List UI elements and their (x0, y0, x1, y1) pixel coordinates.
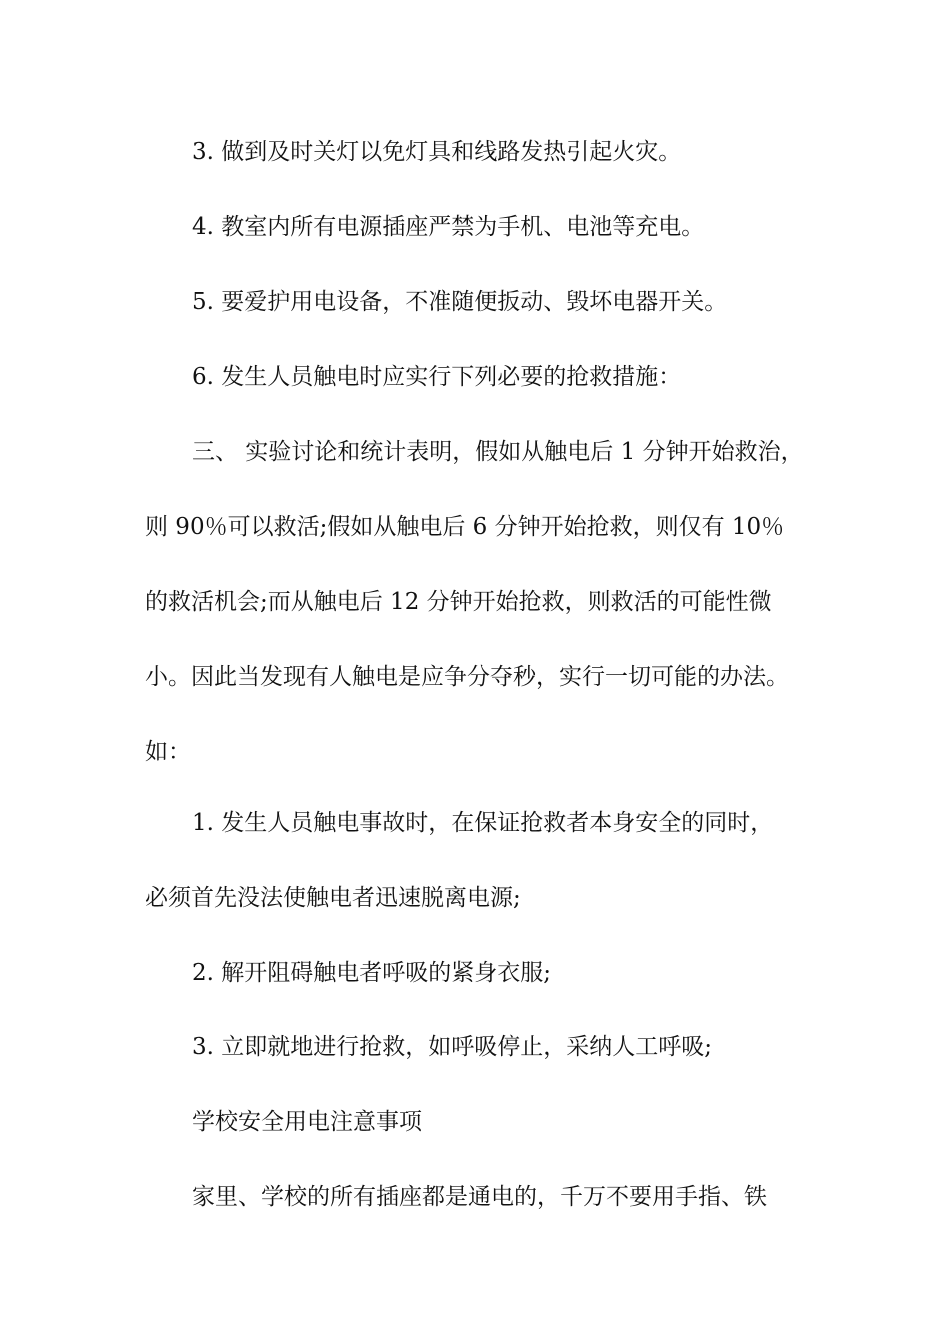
paragraph-line: 4. 教室内所有电源插座严禁为手机、电池等充电。 (192, 214, 705, 240)
paragraph-line: 必须首先没法使触电者迅速脱离电源; (145, 885, 521, 911)
paragraph-line: 家里、学校的所有插座都是通电的，千万不要用手指、铁 (192, 1184, 767, 1210)
paragraph-line: 1. 发生人员触电事故时，在保证抢救者本身安全的同时， (192, 810, 774, 836)
section-heading: 学校安全用电注意事项 (192, 1109, 422, 1135)
paragraph-line: 如： (145, 739, 191, 765)
paragraph-line: 小。因此当发现有人触电是应争分夺秒，实行一切可能的办法。 (145, 664, 789, 690)
paragraph-line: 3. 做到及时关灯以免灯具和线路发热引起火灾。 (192, 139, 682, 165)
paragraph-line: 5. 要爱护用电设备，不准随便扳动、毁坏电器开关。 (192, 289, 728, 315)
paragraph-line: 6. 发生人员触电时应实行下列必要的抢救措施： (192, 364, 682, 390)
paragraph-line: 三、 实验讨论和统计表明，假如从触电后 1 分钟开始救治， (192, 439, 804, 465)
paragraph-line: 3. 立即就地进行抢救，如呼吸停止，采纳人工呼吸; (192, 1034, 713, 1060)
paragraph-line: 的救活机会;而从触电后 12 分钟开始抢救，则救活的可能性微 (145, 589, 772, 615)
paragraph-line: 则 90％可以救活;假如从触电后 6 分钟开始抢救，则仅有 10％ (145, 514, 785, 540)
paragraph-line: 2. 解开阻碍触电者呼吸的紧身衣服; (192, 960, 552, 986)
